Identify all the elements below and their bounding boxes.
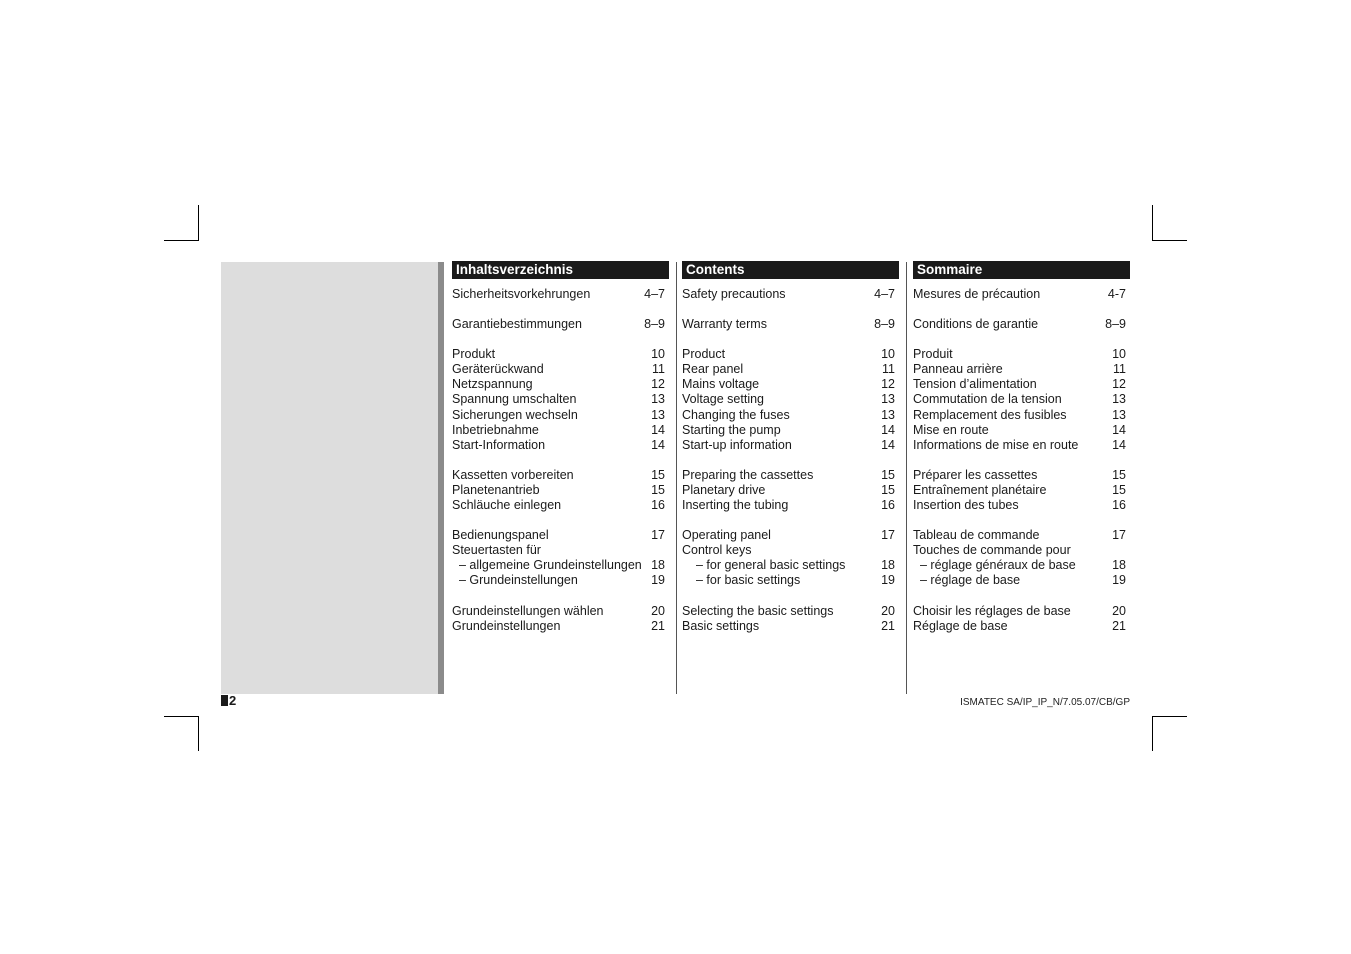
toc-entry-page: 15 <box>881 482 895 497</box>
toc-entry <box>682 468 895 483</box>
toc-group <box>913 604 1126 634</box>
toc-entry-label: Choisir les réglages de base <box>913 603 1071 618</box>
document-reference: ISMATEC SA/IP_IP_N/7.05.07/CB/GP <box>960 697 1130 708</box>
toc-entry-label: Changing the fuses <box>682 407 790 422</box>
toc-column-title: Sommaire <box>913 261 1130 279</box>
toc-group <box>682 287 895 302</box>
toc-entry <box>682 317 895 332</box>
toc-entry-page: 12 <box>651 377 665 392</box>
toc-entry-page: 4–7 <box>874 287 895 301</box>
toc-entry-page: 8–9 <box>644 317 665 332</box>
toc-entry <box>452 604 665 619</box>
toc-entries <box>913 287 1130 634</box>
toc-entry <box>913 528 1126 543</box>
toc-entry-label: – réglage de base <box>920 573 1021 588</box>
toc-entry <box>452 287 665 302</box>
toc-entry <box>452 438 665 453</box>
toc-entry-page: 12 <box>1112 377 1126 392</box>
toc-entry <box>452 362 665 377</box>
toc-group <box>452 287 665 302</box>
toc-entry <box>913 543 1126 558</box>
toc-entry-page: 18 <box>1112 558 1126 573</box>
toc-group <box>682 468 895 513</box>
toc-column-title: Contents <box>682 261 899 279</box>
crop-mark-top-right-v <box>1152 205 1153 240</box>
toc-entry <box>913 347 1126 362</box>
grey-side-bar <box>438 262 444 694</box>
toc-entry-label: Netzspannung <box>452 377 533 392</box>
toc-entry <box>682 377 895 392</box>
toc-entry-page: 19 <box>1112 573 1126 588</box>
toc-entry <box>452 573 665 588</box>
toc-entry <box>913 423 1126 438</box>
toc-entry-label: Remplacement des fusibles <box>913 407 1067 422</box>
toc-entry-page: 13 <box>1112 407 1126 422</box>
grey-side-panel <box>221 262 438 694</box>
toc-entry-label: – for basic settings <box>696 573 801 588</box>
toc-entry-label: Selecting the basic settings <box>682 603 834 618</box>
toc-entry <box>913 619 1126 634</box>
toc-entry-page: 13 <box>651 392 665 407</box>
toc-entry <box>452 558 665 573</box>
toc-column-french <box>913 261 1130 649</box>
toc-entry <box>452 498 665 513</box>
toc-entry-page: 21 <box>881 618 895 633</box>
toc-entry-label: Operating panel <box>682 528 771 543</box>
toc-group <box>913 528 1126 588</box>
toc-entry-page: 16 <box>1112 498 1126 513</box>
page-number <box>221 693 236 708</box>
toc-entry-label: Commutation de la tension <box>913 392 1062 407</box>
toc-entry-label: Kassetten vorbereiten <box>452 467 574 482</box>
toc-entry <box>682 573 895 588</box>
toc-entry-page: 15 <box>881 467 895 482</box>
toc-entry <box>913 438 1126 453</box>
toc-entry-page: 14 <box>651 422 665 437</box>
toc-entry-label: Garantiebestimmungen <box>452 317 582 332</box>
toc-group <box>913 468 1126 513</box>
toc-entry <box>452 347 665 362</box>
toc-entries <box>452 287 669 634</box>
crop-mark-bottom-left-h <box>164 716 199 717</box>
toc-entry-page: 14 <box>881 422 895 437</box>
toc-entry-label: Produit <box>913 347 953 362</box>
toc-entry-page: 14 <box>881 437 895 452</box>
toc-entry <box>452 543 665 558</box>
toc-entry <box>452 528 665 543</box>
toc-entry-label: Product <box>682 347 726 362</box>
toc-entry-label: Inserting the tubing <box>682 498 789 513</box>
toc-group <box>452 528 665 588</box>
toc-entry <box>452 423 665 438</box>
toc-entry-label: – réglage généraux de base <box>920 558 1076 573</box>
column-divider-2 <box>906 262 907 694</box>
toc-entry-page: 13 <box>881 392 895 407</box>
toc-column-title: Inhaltsverzeichnis <box>452 261 669 279</box>
toc-entry-label: Schläuche einlegen <box>452 498 562 513</box>
toc-entry-label: Panneau arrière <box>913 362 1003 377</box>
toc-entry-label: Mains voltage <box>682 377 760 392</box>
toc-entry-page: 10 <box>651 347 665 362</box>
toc-entry <box>452 483 665 498</box>
toc-entry-page: 16 <box>881 498 895 513</box>
toc-entry <box>913 287 1126 302</box>
toc-entry-label: Bedienungspanel <box>452 528 549 543</box>
toc-group <box>913 287 1126 302</box>
toc-entry-label: Tension d’alimentation <box>913 377 1037 392</box>
toc-entry-label: Rear panel <box>682 362 744 377</box>
toc-entry-page: 14 <box>651 437 665 452</box>
crop-mark-bottom-right-h <box>1152 716 1187 717</box>
toc-entry-label: Control keys <box>682 543 752 558</box>
toc-entry-page: 17 <box>1112 528 1126 543</box>
toc-group <box>452 317 665 332</box>
toc-group <box>682 317 895 332</box>
toc-entry-page: 21 <box>1112 618 1126 633</box>
toc-entries <box>682 287 899 634</box>
toc-entry-label: Warranty terms <box>682 317 767 332</box>
toc-entry-page: 18 <box>651 558 665 573</box>
toc-entry <box>913 392 1126 407</box>
toc-entry <box>913 408 1126 423</box>
toc-entry-label: Mesures de précaution <box>913 287 1041 301</box>
column-divider-1 <box>676 262 677 694</box>
page-number-marker <box>221 695 228 706</box>
toc-entry <box>682 362 895 377</box>
toc-entry <box>913 317 1126 332</box>
toc-entry <box>682 483 895 498</box>
toc-entry-label: Sicherungen wechseln <box>452 407 578 422</box>
toc-entry-page: 19 <box>651 573 665 588</box>
toc-entry-page: 15 <box>1112 467 1126 482</box>
toc-entry-label: Informations de mise en route <box>913 437 1079 452</box>
toc-entry-page: 8–9 <box>874 317 895 332</box>
toc-group <box>452 347 665 453</box>
toc-entry <box>913 573 1126 588</box>
toc-entry <box>682 438 895 453</box>
toc-entry-label: Preparing the cassettes <box>682 467 814 482</box>
toc-entry-page: 12 <box>881 377 895 392</box>
toc-entry-label: Sicherheitsvorkehrungen <box>452 287 591 301</box>
toc-column-english <box>682 261 899 649</box>
toc-entry-label: Touches de commande pour <box>913 543 1071 558</box>
toc-entry-page: 10 <box>881 347 895 362</box>
toc-entry <box>682 604 895 619</box>
toc-entry-page: 4–7 <box>644 287 665 301</box>
crop-mark-bottom-right-v <box>1152 716 1153 751</box>
toc-entry-label: Geräterückwand <box>452 362 544 377</box>
toc-group <box>682 604 895 634</box>
toc-entry-label: Préparer les cassettes <box>913 467 1038 482</box>
toc-entry-label: Insertion des tubes <box>913 498 1019 513</box>
toc-entry-label: Mise en route <box>913 422 989 437</box>
toc-entry <box>682 347 895 362</box>
toc-entry <box>452 317 665 332</box>
toc-entry <box>682 498 895 513</box>
toc-group <box>913 347 1126 453</box>
crop-mark-bottom-left-v <box>198 716 199 751</box>
toc-entry-page: 15 <box>651 467 665 482</box>
toc-entry-label: Safety precautions <box>682 287 786 301</box>
toc-entry-label: Grundeinstellungen wählen <box>452 603 604 618</box>
toc-entry-page: 17 <box>881 528 895 543</box>
toc-entry-label: Tableau de commande <box>913 528 1040 543</box>
toc-entry-label: Basic settings <box>682 618 760 633</box>
toc-entry-page: 11 <box>882 362 895 377</box>
toc-group <box>682 347 895 453</box>
toc-entry <box>682 528 895 543</box>
toc-entry <box>452 392 665 407</box>
toc-entry-page: 21 <box>651 618 665 633</box>
toc-entry-label: Réglage de base <box>913 618 1008 633</box>
toc-entry <box>682 543 895 558</box>
toc-entry <box>682 408 895 423</box>
toc-entry-label: – Grundeinstellungen <box>459 573 578 588</box>
toc-group <box>682 528 895 588</box>
toc-entry-label: Produkt <box>452 347 496 362</box>
toc-entry <box>682 558 895 573</box>
toc-entry-page: 13 <box>651 407 665 422</box>
toc-entry-page: 20 <box>651 603 665 618</box>
toc-entry-page: 10 <box>1112 347 1126 362</box>
toc-entry-label: Inbetriebnahme <box>452 422 539 437</box>
toc-entry-page: 14 <box>1112 437 1126 452</box>
toc-entry-page: 8–9 <box>1105 317 1126 332</box>
toc-entry <box>913 362 1126 377</box>
toc-entry <box>682 287 895 302</box>
toc-entry-page: 11 <box>1113 362 1126 377</box>
toc-entry-label: Voltage setting <box>682 392 765 407</box>
crop-mark-top-right-h <box>1152 240 1187 241</box>
toc-entry-label: Steuertasten für <box>452 543 541 558</box>
toc-entry <box>682 392 895 407</box>
toc-entry-page: 15 <box>651 482 665 497</box>
page-number-text: 2 <box>229 693 237 708</box>
toc-entry <box>682 423 895 438</box>
toc-entry-label: – allgemeine Grundeinstellungen <box>459 558 642 573</box>
toc-entry <box>913 604 1126 619</box>
toc-entry-page: 19 <box>881 573 895 588</box>
toc-entry-page: 4-7 <box>1107 287 1126 301</box>
toc-entry-label: Grundeinstellungen <box>452 618 561 633</box>
toc-entry <box>452 468 665 483</box>
toc-entry-page: 16 <box>651 498 665 513</box>
toc-entry-page: 13 <box>881 407 895 422</box>
toc-entry-label: Spannung umschalten <box>452 392 577 407</box>
toc-entry-label: Starting the pump <box>682 422 781 437</box>
toc-entry <box>913 483 1126 498</box>
toc-entry-label: Planetary drive <box>682 482 766 497</box>
toc-entry-page: 11 <box>652 362 665 377</box>
toc-entry-page: 15 <box>1112 482 1126 497</box>
toc-entry-label: Planetenantrieb <box>452 482 540 497</box>
toc-entry <box>452 377 665 392</box>
toc-entry <box>452 408 665 423</box>
toc-entry <box>452 619 665 634</box>
toc-entry-page: 17 <box>651 528 665 543</box>
toc-column-german <box>452 261 669 649</box>
toc-entry-label: Start-Information <box>452 437 546 452</box>
crop-mark-top-left-h <box>164 240 199 241</box>
toc-group <box>913 317 1126 332</box>
toc-entry-label: Start-up information <box>682 437 792 452</box>
toc-group <box>452 468 665 513</box>
toc-group <box>452 604 665 634</box>
crop-mark-top-left-v <box>198 205 199 240</box>
toc-entry-page: 13 <box>1112 392 1126 407</box>
toc-entry-page: 20 <box>1112 603 1126 618</box>
toc-entry-page: 20 <box>881 603 895 618</box>
toc-entry-label: – for general basic settings <box>696 558 846 573</box>
toc-entry <box>913 377 1126 392</box>
toc-entry-label: Conditions de garantie <box>913 317 1039 332</box>
toc-entry-label: Entraînement planétaire <box>913 482 1047 497</box>
toc-entry <box>682 619 895 634</box>
toc-entry <box>913 498 1126 513</box>
toc-entry <box>913 558 1126 573</box>
toc-entry-page: 18 <box>881 558 895 573</box>
toc-entry-page: 14 <box>1112 422 1126 437</box>
toc-entry <box>913 468 1126 483</box>
